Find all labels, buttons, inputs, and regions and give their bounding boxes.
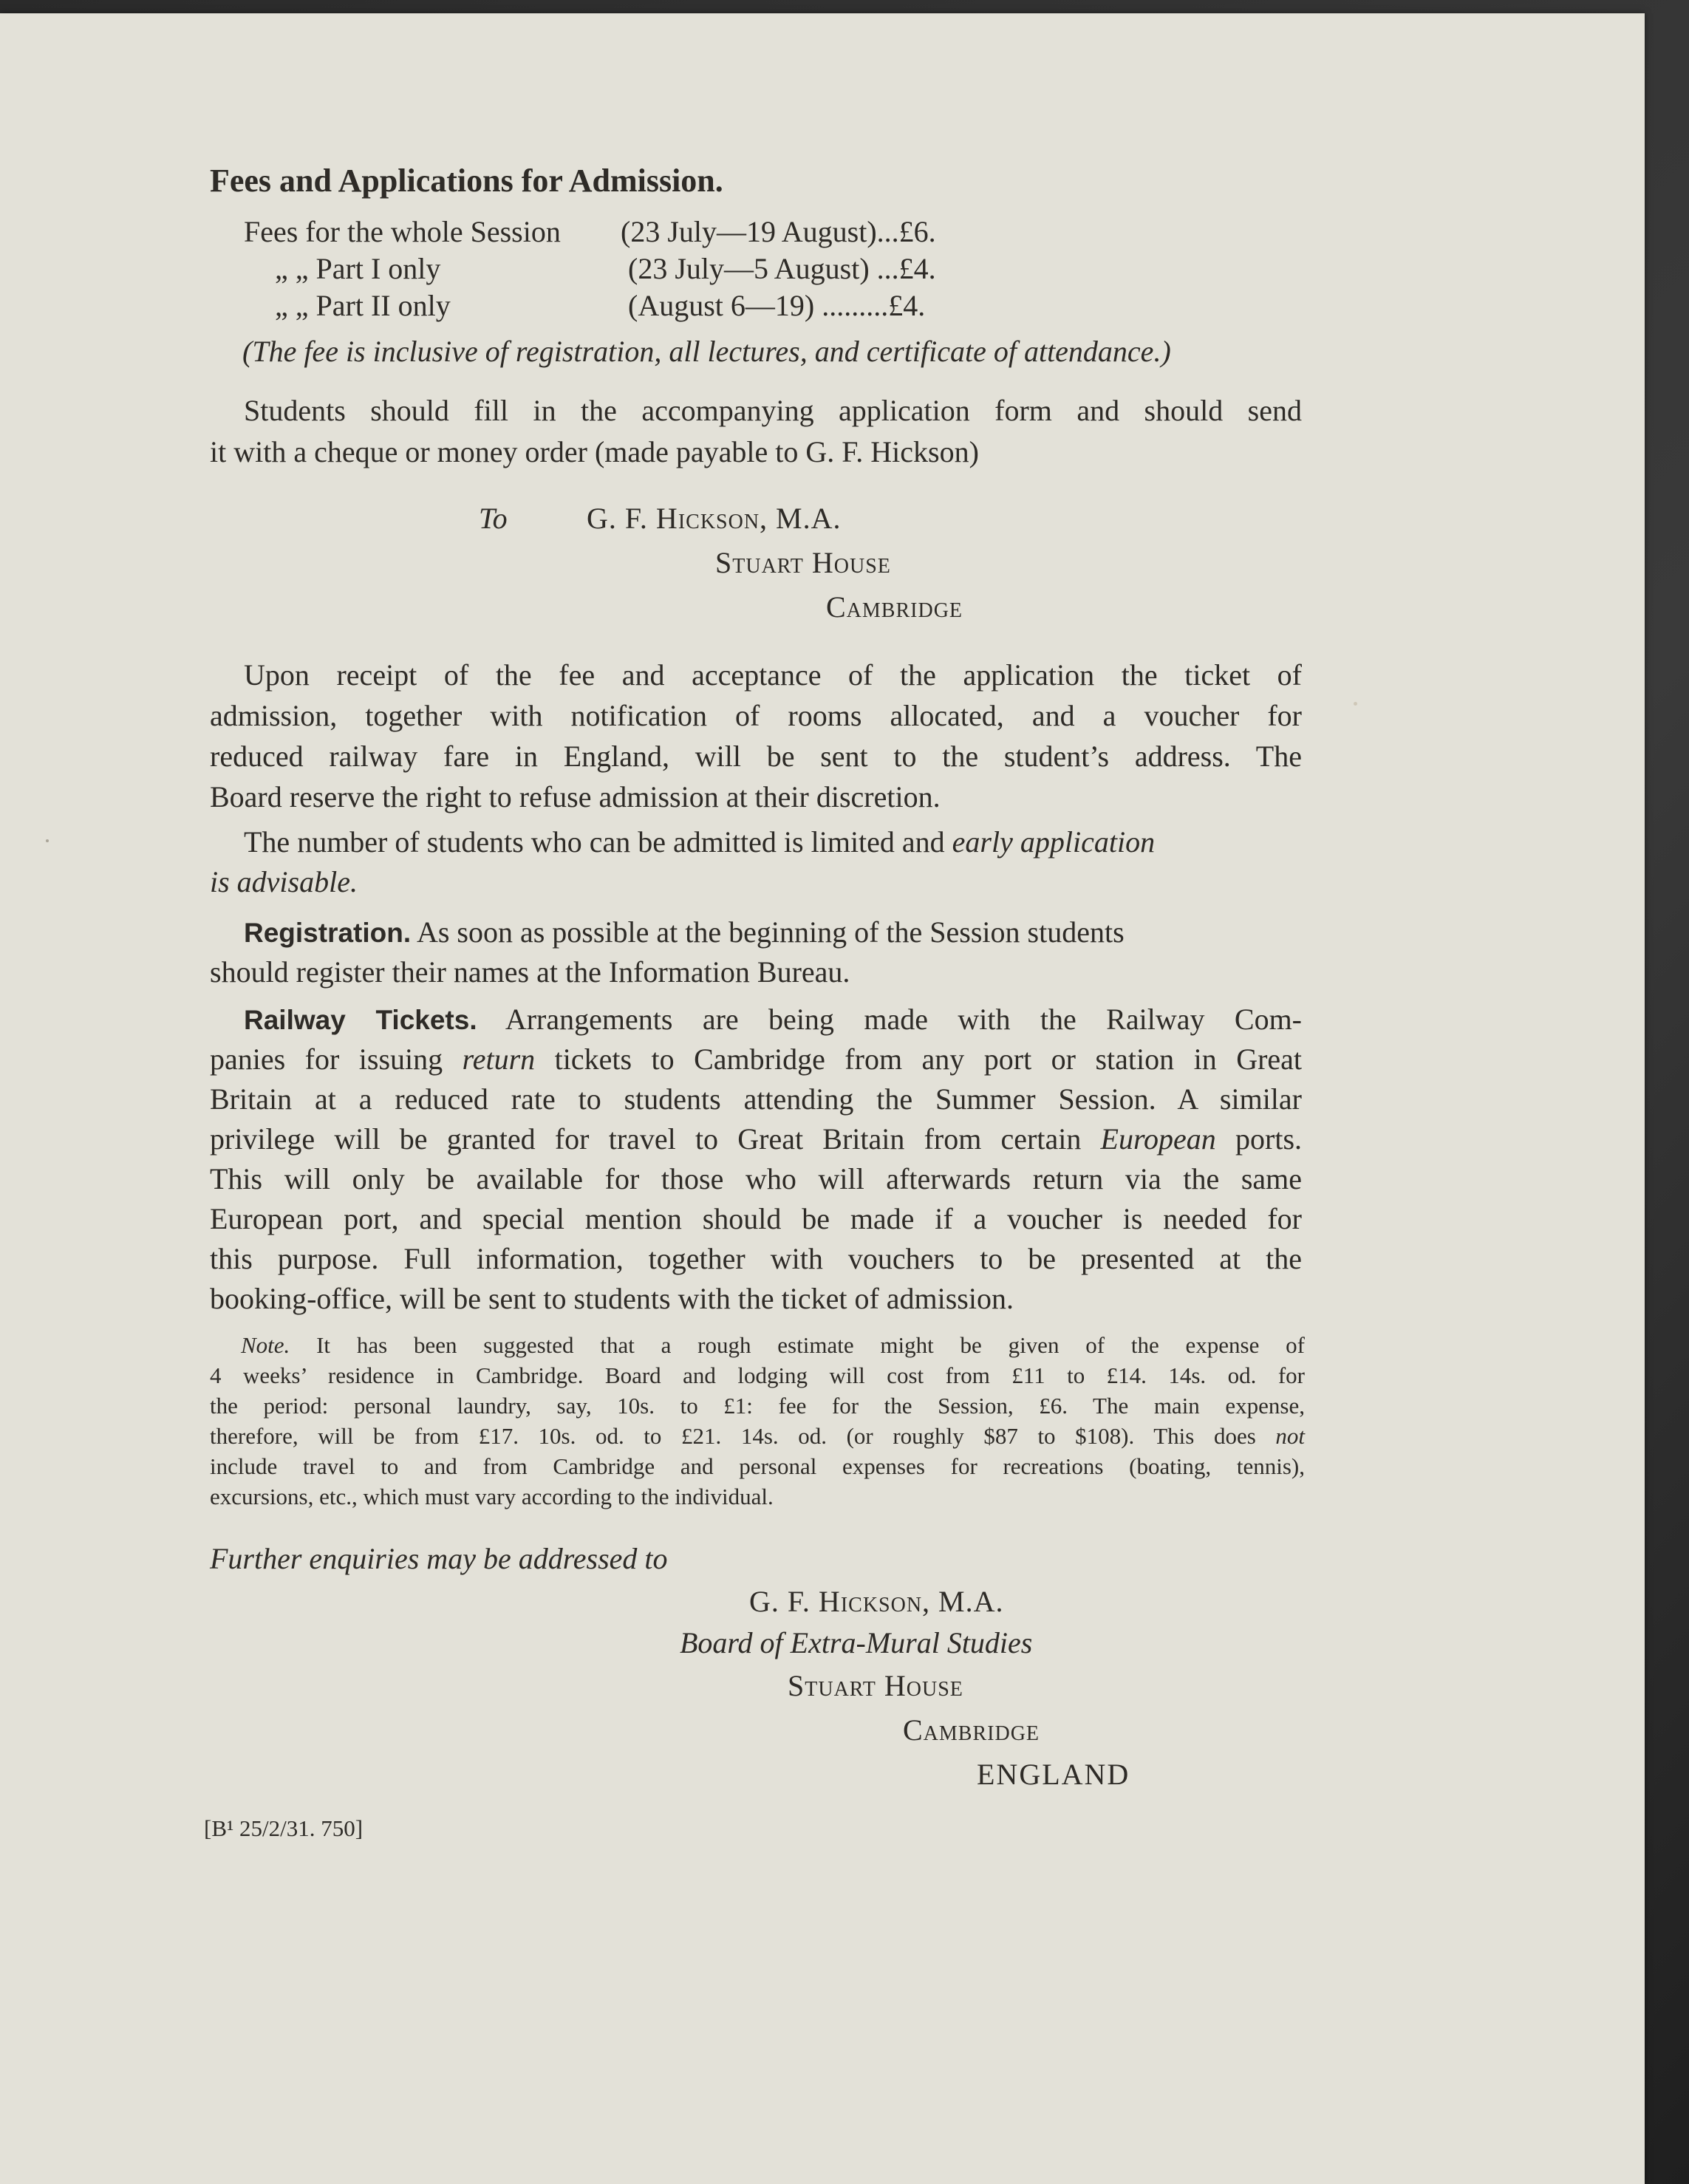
section-heading: Fees and Applications for Admission. [210, 163, 723, 199]
fee-row-part1-value: (23 July—5 August) ...£4. [628, 252, 936, 285]
address-city: Cambridge [826, 590, 963, 624]
receipt-paragraph-line-3: reduced railway fare in England, will be sent to the student’s address. The [210, 740, 1302, 773]
railway-line-2 [210, 1042, 1302, 1077]
students-paragraph-line-2: it with a cheque or money order (made payable to G. F. Hickson) [210, 435, 979, 468]
document-page [0, 13, 1645, 2184]
address-name: G. F. Hickson, M.A. [587, 502, 842, 535]
address2-country: ENGLAND [977, 1758, 1130, 1791]
address2-house: Stuart House [788, 1669, 963, 1702]
receipt-paragraph-line-1: Upon receipt of the fee and acceptance of the application the ticket of [244, 658, 1302, 692]
railway-text-1: Arrangements are being made with the Railway Com- [505, 1003, 1303, 1036]
fee-row-whole-label: Fees for the whole Session [244, 215, 561, 248]
railway-line-4 [210, 1122, 1302, 1157]
address-house: Stuart House [715, 546, 891, 579]
note-line-1 [241, 1331, 1305, 1359]
note-line-5: include travel to and from Cambridge and personal expenses for recreations (boating, tennis), [210, 1453, 1305, 1479]
limited-emphasis-1: early application [952, 825, 1156, 859]
fee-inclusion-note: (The fee is inclusive of registration, all lectures, and certificate of attendance.) [242, 335, 1171, 368]
railway-label: Railway Tickets. [244, 1005, 477, 1035]
fee-row-part2-label: „ „ Part II only [275, 289, 451, 322]
note-text-4a: therefore, will be from £17. 10s. od. to £21. 14s. od. (or roughly $87 to $108). This does [210, 1423, 1256, 1449]
registration-text-1: As soon as possible at the beginning of the Session students [416, 915, 1125, 949]
address2-board: Board of Extra-Mural Studies [680, 1626, 1033, 1659]
railway-emph-european: European [1100, 1122, 1216, 1156]
printer-mark: [B¹ 25/2/31. 750] [204, 1815, 364, 1841]
receipt-paragraph-line-4: Board reserve the right to refuse admission at their discretion. [210, 780, 941, 813]
railway-text-4b: ports. [1235, 1122, 1303, 1156]
further-enquiries: Further enquiries may be addressed to [210, 1542, 668, 1575]
receipt-paragraph-line-2: admission, together with notification of rooms allocated, and a voucher for [210, 699, 1302, 732]
limited-text: The number of students who can be admitted is limited and [244, 825, 945, 859]
note-line-6: excursions, etc., which must vary according to the individual. [210, 1484, 774, 1509]
limited-paragraph-line-1 [244, 825, 1155, 860]
fee-row-part1-label: „ „ Part I only [275, 252, 441, 285]
students-paragraph-line-1: Students should fill in the accompanying application form and should send [244, 394, 1302, 427]
registration-label: Registration. [244, 918, 412, 948]
railway-line-3: Britain at a reduced rate to students attending the Summer Session. A similar [210, 1082, 1302, 1116]
note-line-2: 4 weeks’ residence in Cambridge. Board and lodging will cost from £11 to £14. 14s. od. for [210, 1362, 1305, 1388]
railway-text-2b: tickets to Cambridge from any port or station in Great [554, 1042, 1303, 1076]
railway-line-6: European port, and special mention should be made if a voucher is needed for [210, 1202, 1302, 1235]
railway-line-7: this purpose. Full information, together with vouchers to be presented at the [210, 1242, 1302, 1275]
paper-speck [1354, 702, 1357, 706]
fee-row-part2-value: (August 6—19) .........£4. [628, 289, 926, 322]
limited-emphasis-2: is advisable. [210, 865, 358, 898]
paper-speck-left [46, 839, 49, 842]
railway-emph-return: return [462, 1042, 536, 1076]
railway-line-5: This will only be available for those who will afterwards return via the same [210, 1162, 1302, 1195]
fee-row-whole-value: (23 July—19 August)...£6. [621, 215, 936, 248]
page-text [0, 13, 1645, 2184]
note-text-1: It has been suggested that a rough estimate might be given of the expense of [316, 1332, 1305, 1358]
address2-city: Cambridge [903, 1713, 1040, 1747]
address-to: To [479, 502, 508, 535]
railway-line-8: booking-office, will be sent to students with the ticket of admission. [210, 1282, 1014, 1315]
address2-name: G. F. Hickson, M.A. [749, 1585, 1004, 1618]
note-emph-not: not [1275, 1423, 1305, 1449]
note-label: Note. [241, 1332, 290, 1358]
railway-text-2a: panies for issuing [210, 1042, 443, 1076]
note-line-4 [210, 1422, 1305, 1450]
railway-line-1 [244, 1002, 1302, 1038]
registration-line-1 [244, 915, 1125, 951]
registration-line-2: should register their names at the Information Bureau. [210, 955, 850, 989]
railway-text-4a: privilege will be granted for travel to Great Britain from certain [210, 1122, 1082, 1156]
note-line-3: the period: personal laundry, say, 10s. to £1: fee for the Session, £6. The main expense, [210, 1393, 1305, 1419]
